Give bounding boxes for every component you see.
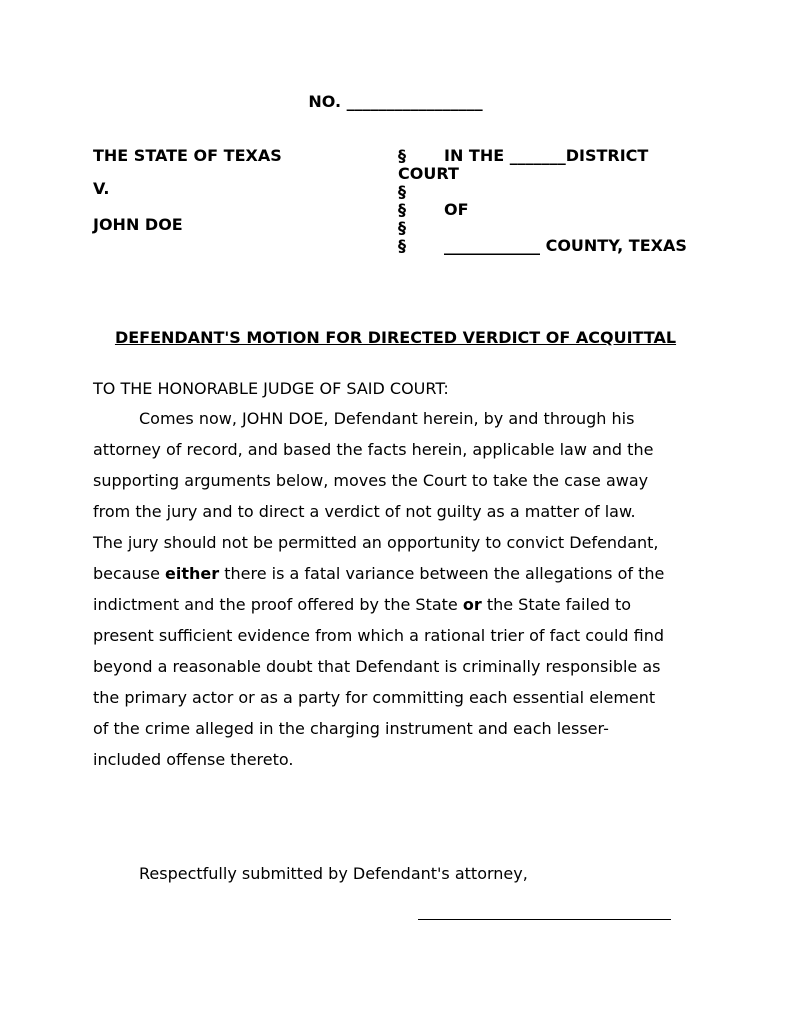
body-text: because bbox=[93, 564, 166, 583]
plaintiff-name: THE STATE OF TEXAS bbox=[93, 146, 282, 165]
court-line-2: COURT bbox=[398, 164, 459, 183]
body-line: attorney of record, and based the facts herein, applicable law and the bbox=[93, 440, 654, 459]
court-line-1: IN THE _______DISTRICT bbox=[444, 146, 649, 165]
section-symbol: § bbox=[398, 182, 406, 201]
section-symbol: § bbox=[398, 218, 406, 237]
emphasis-either: either bbox=[165, 564, 220, 583]
section-symbol: § bbox=[398, 146, 406, 165]
motion-body bbox=[93, 403, 705, 775]
county-line: ____________ COUNTY, TEXAS bbox=[444, 236, 687, 255]
body-line: present sufficient evidence from which a rational trier of fact could find bbox=[93, 626, 665, 645]
body-line: Comes now, JOHN DOE, Defendant herein, by and through his bbox=[139, 409, 635, 428]
body-line: The jury should not be permitted an opportunity to convict Defendant, bbox=[93, 533, 659, 552]
body-line: supporting arguments below, moves the Court to take the case away bbox=[93, 471, 649, 490]
motion-title: DEFENDANT'S MOTION FOR DIRECTED VERDICT OF ACQUITTAL bbox=[114, 328, 677, 347]
body-text: the State failed to bbox=[481, 595, 632, 614]
salutation: TO THE HONORABLE JUDGE OF SAID COURT: bbox=[93, 379, 449, 398]
body-line bbox=[93, 558, 705, 589]
emphasis-or: or bbox=[462, 595, 482, 614]
body-line: the primary actor or as a party for committing each essential element bbox=[93, 688, 656, 707]
court-of-label: OF bbox=[444, 200, 469, 219]
body-line: beyond a reasonable doubt that Defendant is criminally responsible as bbox=[93, 657, 661, 676]
section-symbol: § bbox=[398, 200, 406, 219]
versus-label: V. bbox=[93, 179, 110, 198]
body-line: of the crime alleged in the charging instrument and each lesser- bbox=[93, 719, 609, 738]
section-symbol: § bbox=[398, 236, 406, 255]
defendant-name: JOHN DOE bbox=[93, 215, 183, 234]
body-text: there is a fatal variance between the allegations of the bbox=[219, 564, 665, 583]
signature-line bbox=[418, 919, 671, 920]
body-text: indictment and the proof offered by the State bbox=[93, 595, 463, 614]
case-number: NO. _________________ bbox=[308, 92, 483, 111]
body-line bbox=[93, 589, 705, 620]
closing-statement: Respectfully submitted by Defendant's attorney, bbox=[139, 864, 528, 883]
body-line: included offense thereto. bbox=[93, 750, 294, 769]
body-line: from the jury and to direct a verdict of not guilty as a matter of law. bbox=[93, 502, 636, 521]
